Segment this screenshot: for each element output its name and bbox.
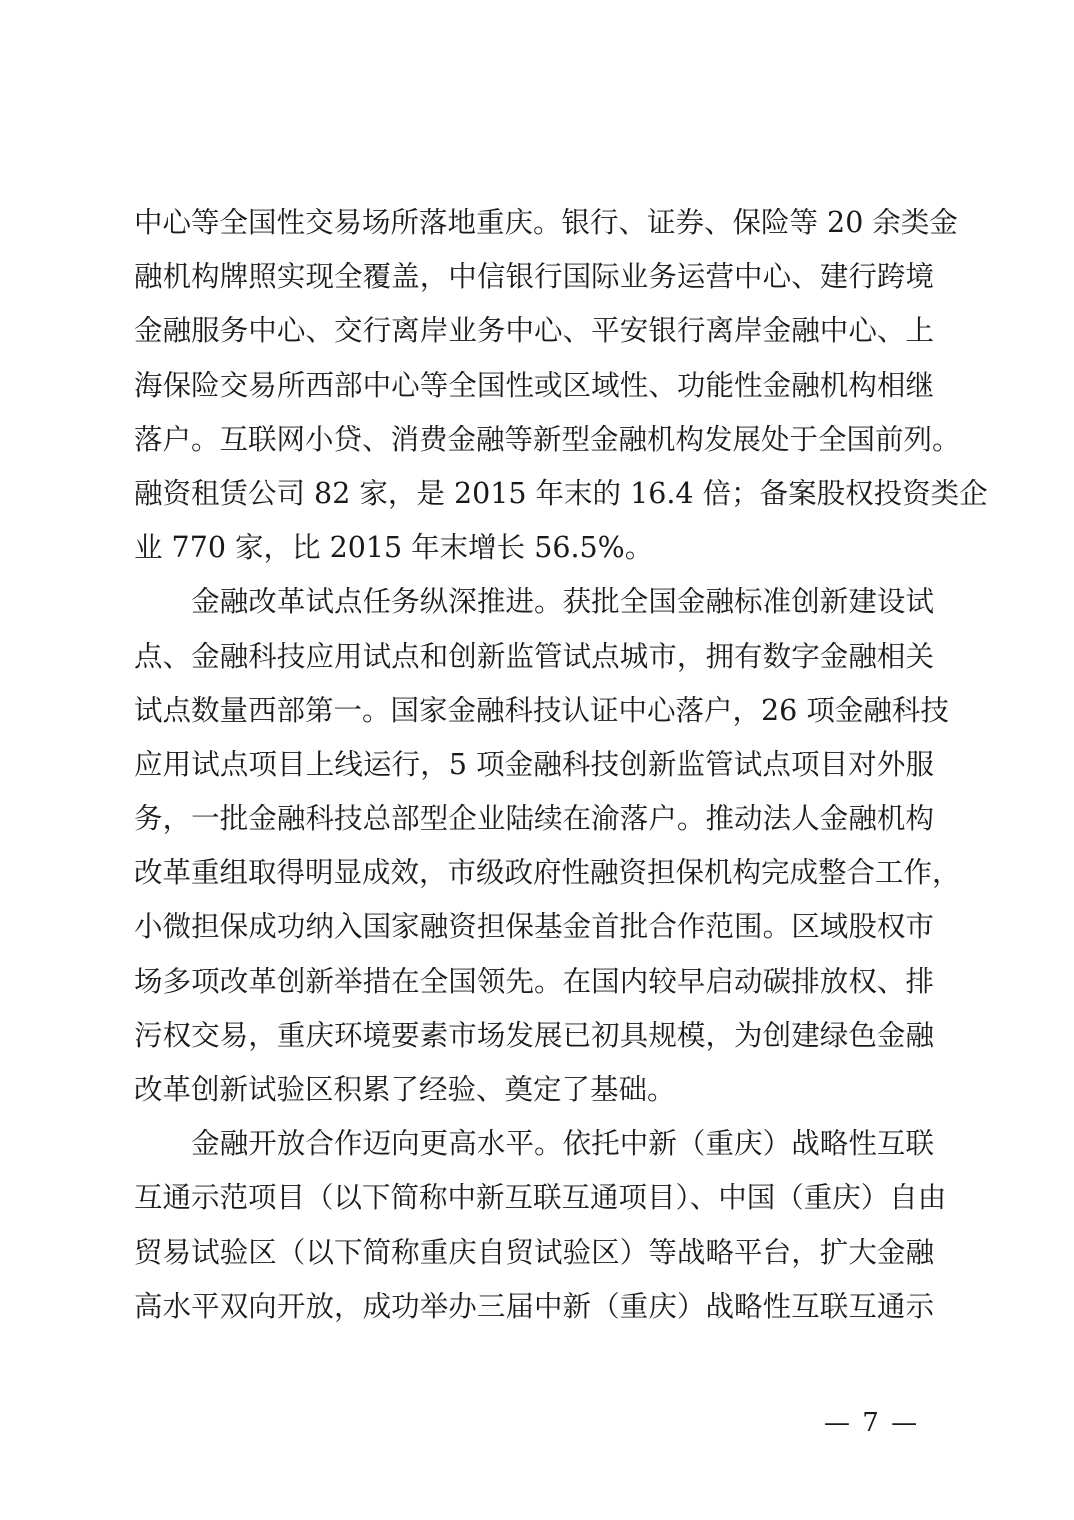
- text-line: 落户。互联网小贷、消费金融等新型金融机构发展处于全国前列。: [134, 422, 961, 456]
- text-line: 改革重组取得明显成效，市级政府性融资担保机构完成整合工作，: [134, 856, 961, 890]
- text-line: 高水平双向开放，成功举办三届中新（重庆）战略性互联互通示: [134, 1289, 934, 1323]
- text-line: 金融开放合作迈向更高水平。依托中新（重庆）战略性互联: [134, 1127, 934, 1161]
- text-line: 应用试点项目上线运行，5 项金融科技创新监管试点项目对外服: [134, 747, 934, 781]
- text-line: 点、金融科技应用试点和创新监管试点城市，拥有数字金融相关: [134, 639, 934, 673]
- text-line: 海保险交易所西部中心等全国性或区域性、功能性金融机构相继: [134, 368, 934, 402]
- document-body: [134, 196, 988, 1334]
- text-line: 金融服务中心、交行离岸业务中心、平安银行离岸金融中心、上: [134, 314, 934, 348]
- text-line: 业 770 家，比 2015 年末增长 56.5%。: [134, 531, 654, 565]
- text-line: 改革创新试验区积累了经验、奠定了基础。: [134, 1073, 676, 1106]
- text-line: 中心等全国性交易场所落地重庆。银行、证券、保险等 20 余类金: [134, 206, 958, 239]
- paragraph-2: [134, 575, 961, 1117]
- text-line: 试点数量西部第一。国家金融科技认证中心落户，26 项金融科技: [134, 693, 949, 727]
- text-line: 融机构牌照实现全覆盖，中信银行国际业务运营中心、建行跨境: [134, 260, 934, 294]
- paragraph-1: [134, 196, 988, 575]
- paragraph-3: [134, 1117, 947, 1334]
- page-number: — 7 —: [824, 1408, 920, 1438]
- text-line: 场多项改革创新举措在全国领先。在国内较早启动碳排放权、排: [134, 964, 934, 998]
- text-line: 务，一批金融科技总部型企业陆续在渝落户。推动法人金融机构: [134, 802, 934, 836]
- text-line: 融资租赁公司 82 家，是 2015 年末的 16.4 倍；备案股权投资类企: [134, 476, 988, 510]
- text-line: 互通示范项目（以下简称中新互联互通项目）、中国（重庆）自由: [134, 1181, 947, 1215]
- text-line: 贸易试验区（以下简称重庆自贸试验区）等战略平台，扩大金融: [134, 1235, 934, 1269]
- text-line: 小微担保成功纳入国家融资担保基金首批合作范围。区域股权市: [134, 910, 934, 944]
- text-line: 污权交易，重庆环境要素市场发展已初具规模，为创建绿色金融: [134, 1018, 934, 1052]
- text-line: 金融改革试点任务纵深推进。获批全国金融标准创新建设试: [134, 585, 934, 619]
